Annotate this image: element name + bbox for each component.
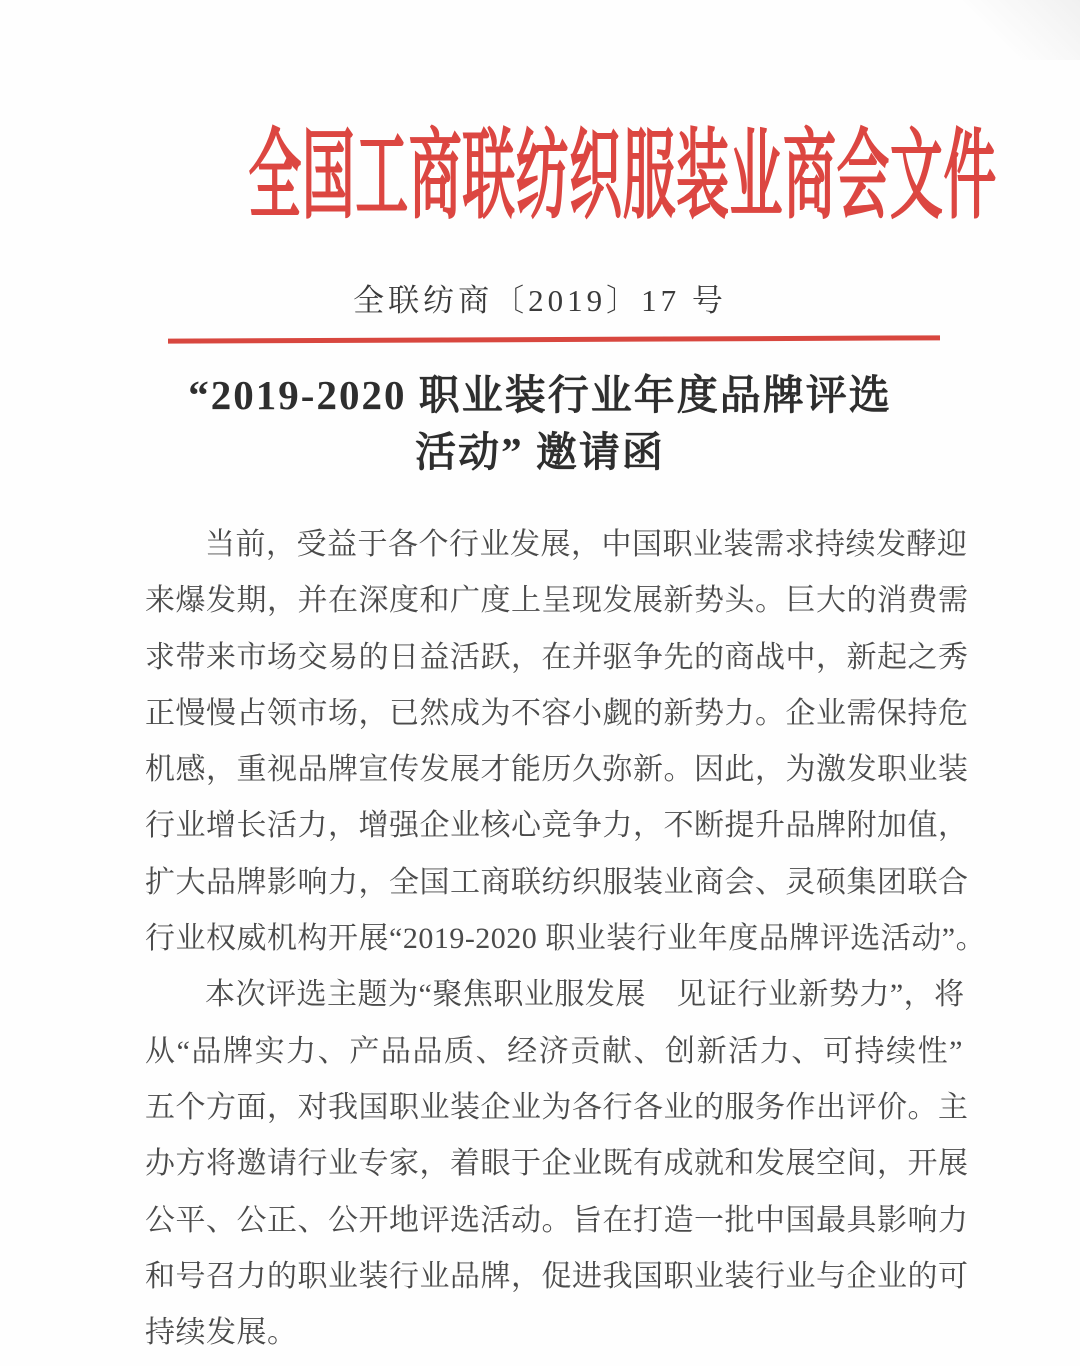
body-line: 正慢慢占领市场，已然成为不容小觑的新势力。企业需保持危	[145, 696, 969, 730]
document-number: 全联纺商〔2019〕17 号	[353, 283, 727, 318]
document-body	[145, 517, 987, 1361]
body-line: 来爆发期，并在深度和广度上呈现发展新势头。巨大的消费需	[145, 584, 969, 618]
body-line: 扩大品牌影响力，全国工商联纺织服装业商会、灵硕集团联合	[145, 865, 969, 899]
document-title-line-1: “2019-2020 职业装行业年度品牌评选	[188, 372, 892, 418]
body-line: 行业权威机构开展“2019-2020 职业装行业年度品牌评选活动”。	[145, 922, 987, 956]
scanner-shadow-artifact	[950, 0, 1080, 60]
document-title	[0, 367, 1080, 481]
body-line: 从“品牌实力、产品品质、经济贡献、创新活力、可持续性”	[145, 1034, 963, 1068]
body-line: 当前，受益于各个行业发展，中国职业装需求持续发酵迎	[205, 528, 968, 561]
body-line: 五个方面，对我国职业装企业为各行各业的服务作出评价。主	[145, 1090, 969, 1124]
body-line: 公平、公正、公开地评选活动。旨在打造一批中国最具影响力	[145, 1203, 969, 1237]
body-line: 和号召力的职业装行业品牌，促进我国职业装行业与企业的可	[145, 1259, 969, 1293]
body-line: 求带来市场交易的日益活跃，在并驱争先的商战中，新起之秀	[145, 640, 969, 674]
body-line: 办方将邀请行业专家，着眼于企业既有成就和发展空间，开展	[145, 1147, 969, 1181]
body-line: 行业增长活力，增强企业核心竞争力，不断提升品牌附加值，	[145, 809, 969, 843]
letterhead-title: 全国工商联纺织服装业商会文件	[248, 123, 997, 231]
red-divider-rule	[168, 335, 940, 343]
body-line: 本次评选主题为“聚焦职业服发展 见证行业新势力”，将	[205, 978, 965, 1012]
body-line: 机感，重视品牌宣传发展才能历久弥新。因此，为激发职业装	[145, 753, 969, 787]
body-line: 持续发展。	[145, 1316, 298, 1350]
document-title-line-2: 活动” 邀请函	[415, 429, 665, 475]
